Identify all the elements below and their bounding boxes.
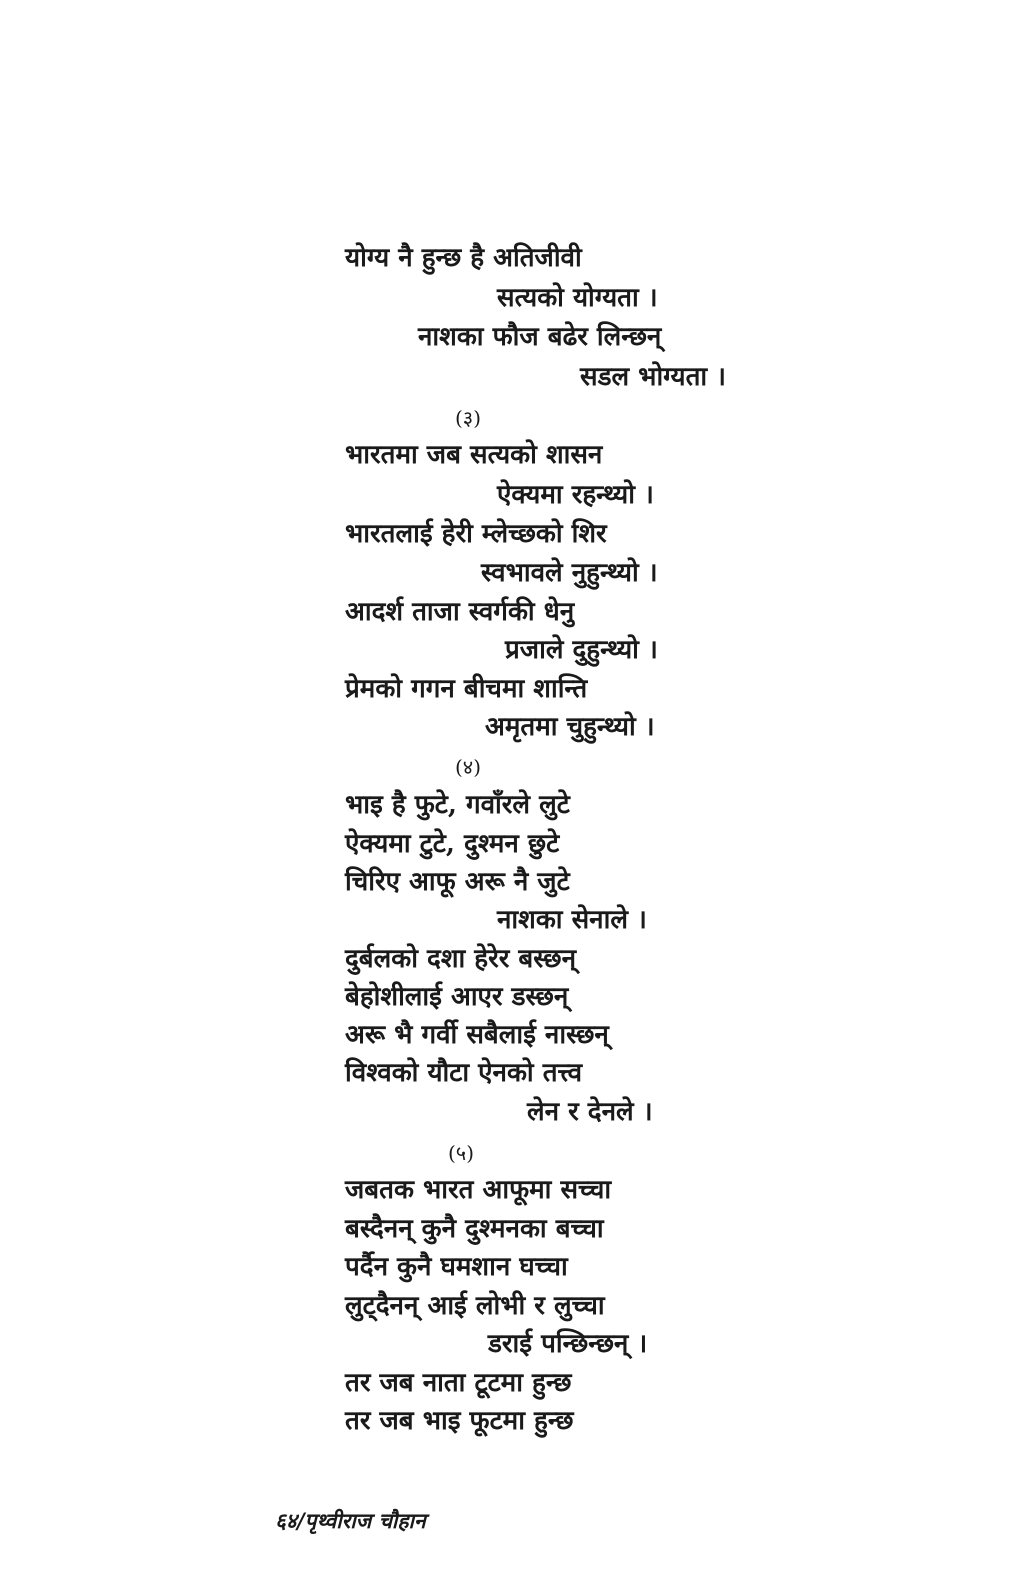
poem-line: ऐक्यमा रहन्थ्यो ।	[497, 480, 654, 510]
poem-line: भारतमा जब सत्यको शासन	[345, 440, 603, 470]
poem-line: विश्वको यौटा ऐनको तत्त्व	[345, 1058, 583, 1088]
poem-line: बस्दैनन् कुनै दुश्मनका बच्चा	[345, 1214, 604, 1244]
poem-line: लेन र देनले ।	[527, 1097, 653, 1127]
poem-line: प्रजाले दुहुन्थ्यो ।	[505, 635, 658, 665]
poem-line: दुर्बलको दशा हेरेर बस्छन्	[345, 944, 577, 974]
stanza-number: (५)	[448, 1141, 475, 1165]
poem-line: डराई पन्छिन्छन् ।	[488, 1329, 648, 1359]
poem-line: जबतक भारत आफूमा सच्चा	[345, 1175, 612, 1205]
poem-line: लुट्दैनन् आई लोभी र लुच्चा	[345, 1291, 605, 1321]
poem-line: भारतलाई हेरी म्लेच्छको शिर	[345, 519, 607, 549]
poem-line: तर जब नाता टूटमा हुन्छ	[345, 1368, 572, 1398]
poem-line: ऐक्यमा टुटे, दुश्मन छुटे	[345, 829, 560, 859]
poem-line: आदर्श ताजा स्वर्गकी धेनु	[345, 597, 575, 627]
poem-line: सत्यको योग्यता ।	[497, 283, 658, 313]
page-footer: ६४/पृथ्वीराज चौहान	[275, 1508, 426, 1533]
poem-line: चिरिए आफू अरू नै जुटे	[345, 867, 570, 897]
poem-line: अमृतमा चुहुन्थ्यो ।	[485, 712, 655, 742]
poem-line: तर जब भाइ फूटमा हुन्छ	[345, 1406, 574, 1436]
poem-line: भाइ है फुटे, गवाँरले लुटे	[345, 790, 570, 820]
poem-line: प्रेमको गगन बीचमा शान्ति	[345, 674, 588, 704]
poem-line: अरू भै गर्वी सबैलाई नास्छन्	[345, 1020, 609, 1050]
poem-line: पर्दैन कुनै घमशान घच्चा	[345, 1252, 568, 1282]
poem-line: योग्य नै हुन्छ है अतिजीवी	[345, 243, 582, 273]
stanza-number: (३)	[455, 406, 482, 430]
poem-line: बेहोशीलाई आएर डस्छन्	[345, 982, 569, 1012]
poem-line: नाशका फौज बढेर लिन्छन्	[418, 322, 662, 352]
poem-line: स्वभावले नुहुन्थ्यो ।	[481, 558, 658, 588]
poem-line: नाशका सेनाले ।	[497, 905, 647, 935]
stanza-number: (४)	[455, 755, 482, 779]
poem-line: सडल भोग्यता ।	[580, 362, 727, 392]
